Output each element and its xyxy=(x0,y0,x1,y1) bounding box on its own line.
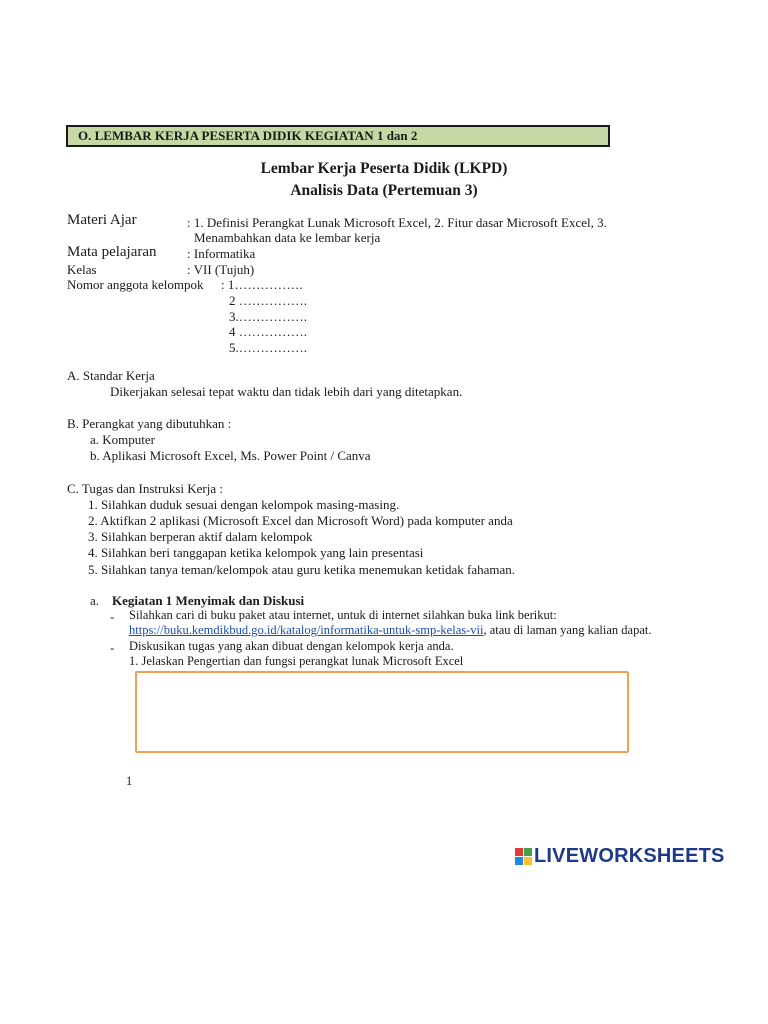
section-a-title: A. Standar Kerja xyxy=(67,368,155,383)
materi-value: : 1. Definisi Perangkat Lunak Microsoft Excel, 2. Fitur dasar Microsoft Excel, 3. xyxy=(187,215,607,230)
link-suffix: , atau di laman yang kalian dapat. xyxy=(483,623,652,637)
anggota-field[interactable]: 5.……………. xyxy=(229,340,307,355)
document-title: Lembar Kerja Peserta Didik (LKPD) xyxy=(260,160,508,177)
section-a-text: Dikerjakan selesai tepat waktu dan tidak lebih dari yang ditetapkan. xyxy=(110,384,463,399)
page-number: 1 xyxy=(126,774,133,788)
logo-square xyxy=(515,857,523,865)
list-item: 4. Silahkan beri tanggapan ketika kelompok yang lain presentasi xyxy=(88,545,424,560)
brand-text: LIVEWORKSHEETS xyxy=(534,844,725,867)
kelas-label: Kelas xyxy=(67,262,97,277)
list-item: b. Aplikasi Microsoft Excel, Ms. Power Point / Canva xyxy=(90,448,371,463)
document-subtitle: Analisis Data (Pertemuan 3) xyxy=(290,182,478,199)
section-c-title: C. Tugas dan Instruksi Kerja : xyxy=(67,481,223,496)
dash-bullet: - xyxy=(110,609,115,624)
anggota-field[interactable]: 4 ……………. xyxy=(229,324,307,339)
list-item: 1. Silahkan duduk sesuai dengan kelompok masing-masing. xyxy=(88,497,400,512)
kegiatan-instruction-2: Diskusikan tugas yang akan dibuat dengan kelompok kerja anda. xyxy=(129,639,454,653)
materi-label: Materi Ajar xyxy=(67,212,137,228)
anggota-label: Nomor anggota kelompok xyxy=(67,277,204,292)
anggota-field[interactable]: 3.……………. xyxy=(229,309,307,324)
logo-square xyxy=(524,848,532,856)
materi-value-cont: Menambahkan data ke lembar kerja xyxy=(194,230,381,245)
list-item: 5. Silahkan tanya teman/kelompok atau guru ketika menemukan ketidak fahaman. xyxy=(88,562,516,577)
mapel-value: : Informatika xyxy=(187,246,256,261)
logo-square xyxy=(524,857,532,865)
kegiatan-instruction: Silahkan cari di buku paket atau internet, untuk di internet silahkan buka link berikut: xyxy=(129,608,557,622)
list-item: 2. Aktifkan 2 aplikasi (Microsoft Excel dan Microsoft Word) pada komputer anda xyxy=(88,513,513,528)
section-header-label: O. LEMBAR KERJA PESERTA DIDIK KEGIATAN 1 dan 2 xyxy=(78,128,418,143)
kegiatan-marker: a. xyxy=(90,593,100,608)
list-item: 3. Silahkan berperan aktif dalam kelompok xyxy=(88,529,313,544)
liveworksheets-brand xyxy=(515,843,725,869)
dash-bullet: - xyxy=(110,640,115,655)
section-header-box xyxy=(66,125,610,147)
anggota-field[interactable]: 2 ……………. xyxy=(229,293,307,308)
kegiatan-title: Kegiatan 1 Menyimak dan Diskusi xyxy=(112,593,305,608)
anggota-field[interactable]: : 1……………. xyxy=(221,277,303,292)
link-line xyxy=(129,623,651,638)
liveworksheets-logo-icon xyxy=(515,848,532,865)
list-item: a. Komputer xyxy=(90,432,155,447)
katalog-link[interactable]: https://buku.kemdikbud.go.id/katalog/informatika-untuk-smp-kelas-vii xyxy=(129,623,484,637)
kelas-value: : VII (Tujuh) xyxy=(187,262,255,277)
logo-square xyxy=(515,848,523,856)
section-b-title: B. Perangkat yang dibutuhkan : xyxy=(67,416,232,431)
question-1: 1. Jelaskan Pengertian dan fungsi perangkat lunak Microsoft Excel xyxy=(129,654,464,668)
mapel-label: Mata pelajaran xyxy=(67,244,157,260)
answer-textbox[interactable] xyxy=(135,671,629,753)
